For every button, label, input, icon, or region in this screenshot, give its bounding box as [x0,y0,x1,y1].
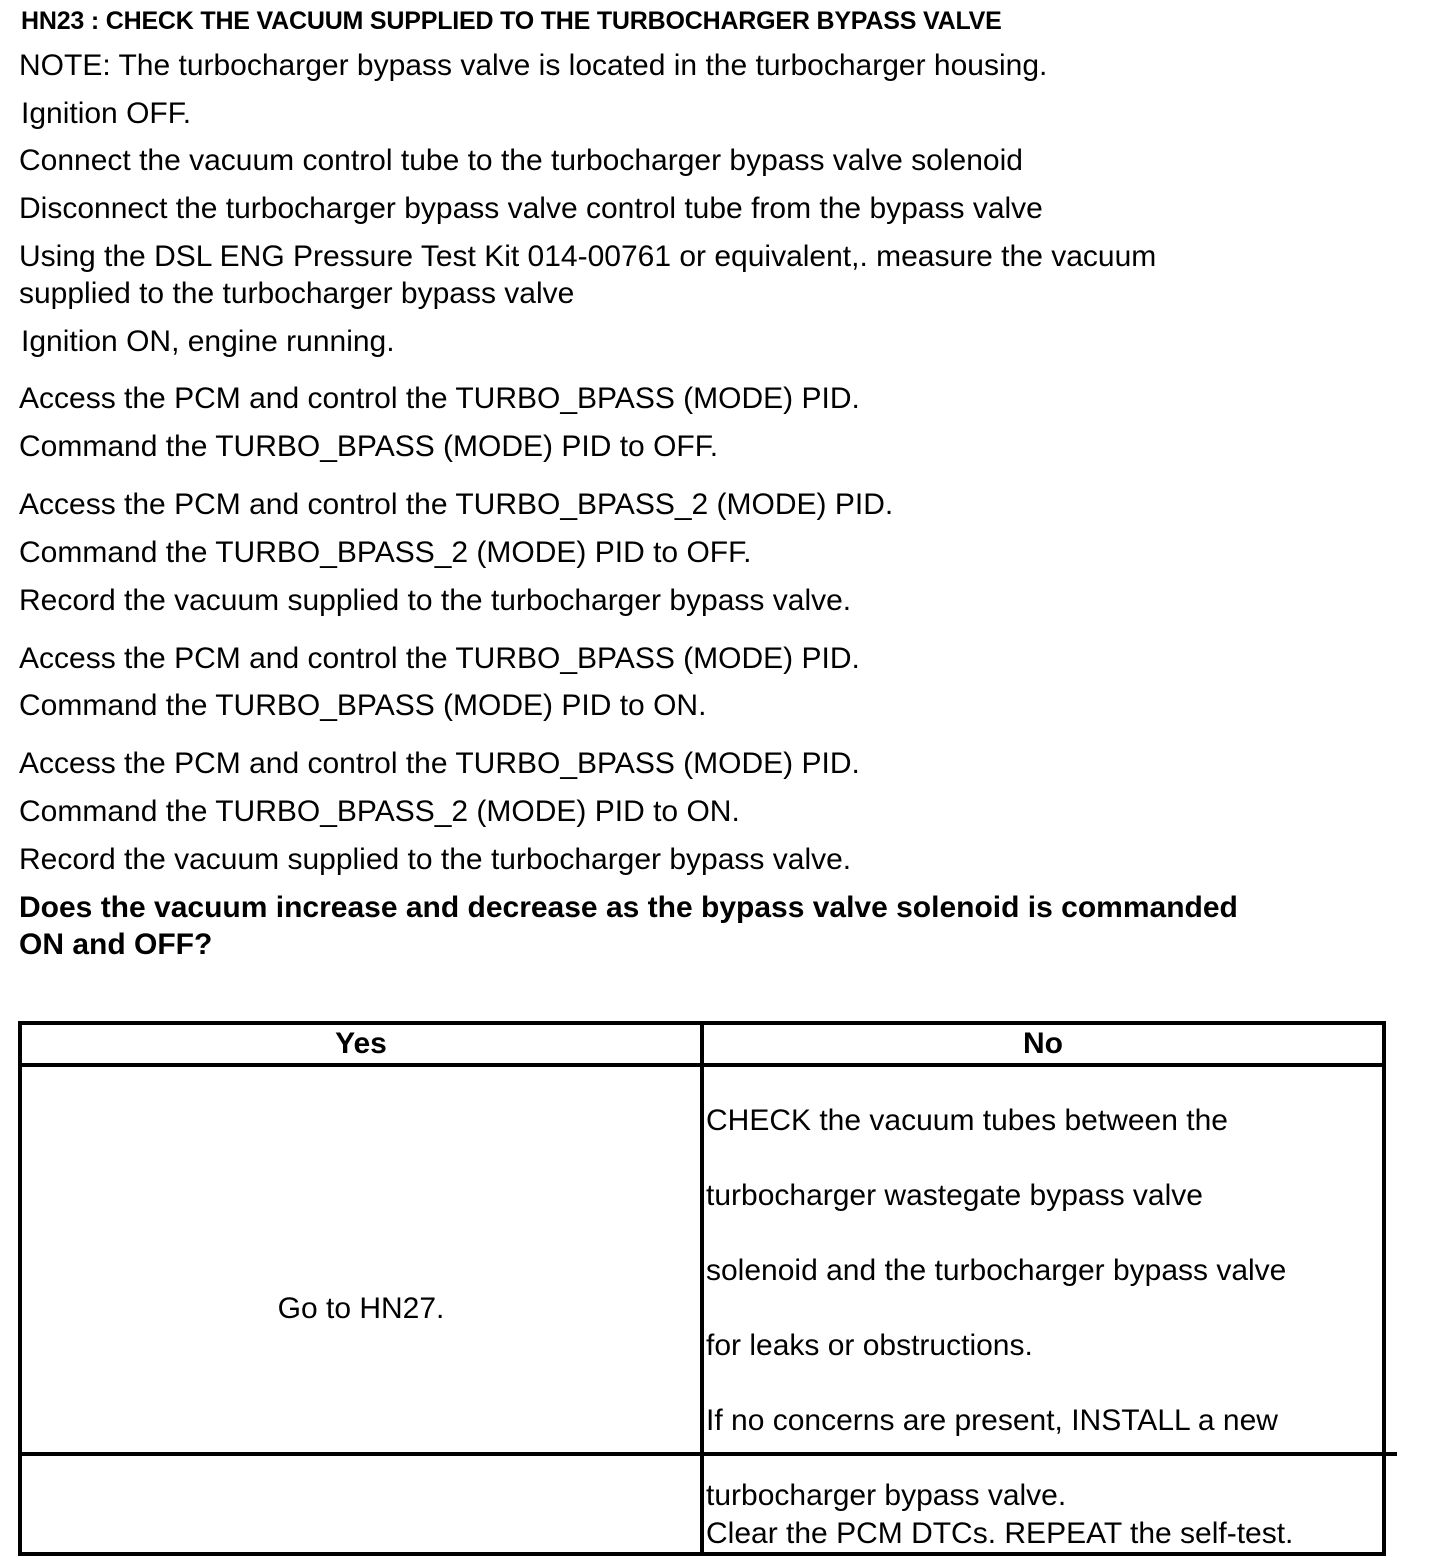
step-note: NOTE: The turbocharger bypass valve is located in the turbocharger housing. [19,49,1048,82]
step-access-pcm-1: Access the PCM and control the TURBO_BPASS (MODE) PID. [19,382,860,415]
no-action-line: for leaks or obstructions. [706,1328,1033,1362]
step-measure-vacuum: Using the DSL ENG Pressure Test Kit 014-00761 or equivalent,. measure the vacuum [19,240,1157,273]
step-command-off-2: Command the TURBO_BPASS_2 (MODE) PID to OFF. [19,536,752,569]
no-action-line: CHECK the vacuum tubes between the [706,1103,1228,1137]
step-command-on-2: Command the TURBO_BPASS_2 (MODE) PID to ON. [19,795,740,828]
table-row [20,1065,1384,1554]
step-connect-tube: Connect the vacuum control tube to the turbocharger bypass valve solenoid [19,144,1023,177]
step-ignition-off: Ignition OFF. [21,97,192,130]
result-table [18,1021,1386,1556]
no-header: No [702,1023,1384,1065]
no-action-final: Clear the PCM DTCs. REPEAT the self-test. [706,1516,1294,1550]
step-measure-vacuum-cont: supplied to the turbocharger bypass valve [19,277,575,310]
no-action-line: solenoid and the turbocharger bypass valve [706,1253,1287,1287]
no-action-line: turbocharger wastegate bypass valve [706,1178,1203,1212]
question-line-1: Does the vacuum increase and decrease as the bypass valve solenoid is commanded [19,891,1238,924]
step-ignition-on: Ignition ON, engine running. [21,325,395,358]
footer-divider [18,1452,1397,1456]
step-command-off-1: Command the TURBO_BPASS (MODE) PID to OFF. [19,430,719,463]
step-disconnect-tube: Disconnect the turbocharger bypass valve control tube from the bypass valve [19,192,1043,225]
table-header-row [20,1023,1384,1065]
question-line-2: ON and OFF? [19,928,213,961]
step-record-vacuum-1: Record the vacuum supplied to the turbocharger bypass valve. [19,584,852,617]
step-record-vacuum-2: Record the vacuum supplied to the turbocharger bypass valve. [19,843,852,876]
yes-header: Yes [20,1023,702,1065]
yes-action-cell [20,1065,702,1554]
step-access-pcm-2: Access the PCM and control the TURBO_BPASS_2 (MODE) PID. [19,488,894,521]
no-action-line: If no concerns are present, INSTALL a new [706,1403,1278,1437]
step-command-on-1: Command the TURBO_BPASS (MODE) PID to ON. [19,689,707,722]
no-action-text [706,1064,1382,1552]
section-heading: HN23 : CHECK THE VACUUM SUPPLIED TO THE TURBOCHARGER BYPASS VALVE [21,7,1002,35]
yes-action-text: Go to HN27. [277,1292,445,1326]
step-access-pcm-4: Access the PCM and control the TURBO_BPASS (MODE) PID. [19,747,860,780]
no-action-cell [702,1065,1384,1554]
step-access-pcm-3: Access the PCM and control the TURBO_BPASS (MODE) PID. [19,642,860,675]
no-action-line: turbocharger bypass valve. [706,1478,1067,1512]
